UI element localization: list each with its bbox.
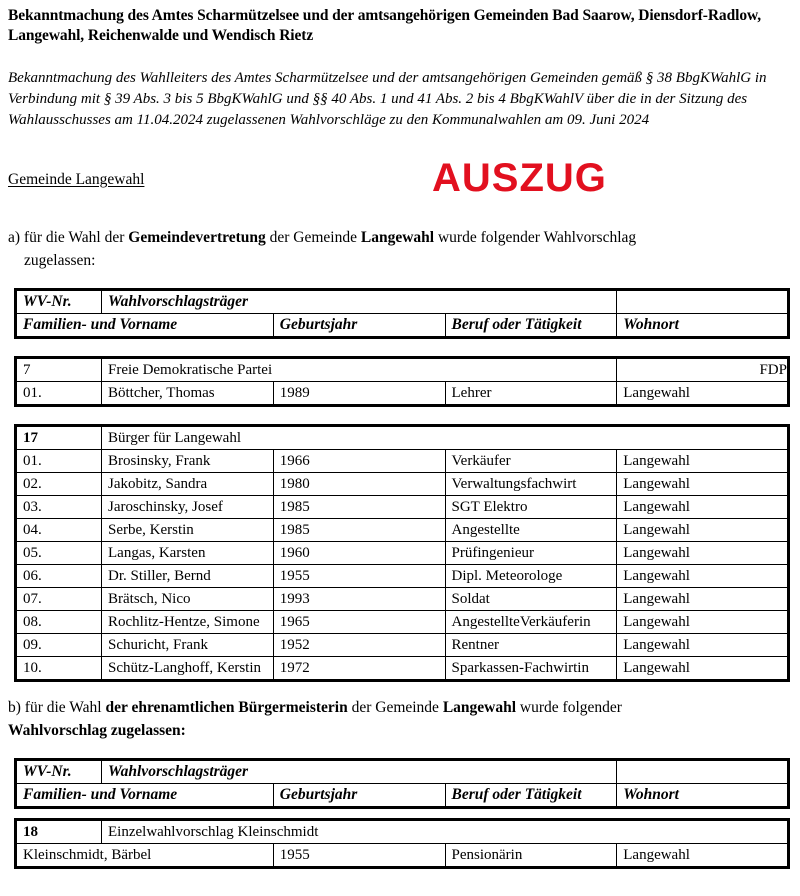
proposal-party-abbr: FDP — [617, 358, 789, 382]
proposal-table-einzel — [14, 818, 790, 869]
candidate-place: Langewahl — [617, 611, 789, 634]
candidate-year: 1966 — [273, 450, 445, 473]
legend-traeger: Wahlvorschlagsträger — [102, 290, 617, 314]
candidate-job: Soldat — [445, 588, 617, 611]
section-b-marker: b) — [8, 699, 21, 716]
section-b-paragraph — [8, 696, 768, 742]
candidate-year: 1955 — [273, 565, 445, 588]
intro-paragraph: Bekanntmachung des Wahlleiters des Amtes Scharmützelsee und der amtsangehörigen Gemeinden gemäß § 38 BbgKWahlG in Verbindung mit § 39 Abs. 3 bis 5 BbgKWahlG und §§ 40 Abs. 1 und 41 Abs. 2 bis 4 BbgKWahlV über die in der Sitzung des Wahlausschusses am 11.04.2024 zugelassenen Wahlvorschläge zu den Kommunalwahlen am 09. Juni 2024 — [8, 70, 767, 128]
candidate-job: Rentner — [445, 634, 617, 657]
legend-wv-nr: WV-Nr. — [16, 760, 102, 784]
candidate-name: Brätsch, Nico — [102, 588, 274, 611]
proposal-wv-nr: 17 — [16, 426, 102, 450]
candidate-nr: 02. — [16, 473, 102, 496]
section-b-bold-2: Langewahl — [442, 699, 517, 716]
candidate-year: 1989 — [273, 382, 445, 406]
gemeinde-heading: Gemeinde Langewahl — [8, 171, 145, 188]
table-row — [16, 314, 789, 338]
table-row — [16, 657, 789, 681]
candidate-year: 1985 — [273, 496, 445, 519]
candidate-name: Langas, Karsten — [102, 542, 274, 565]
section-a-paragraph — [8, 226, 768, 272]
candidate-job: Prüfingenieur — [445, 542, 617, 565]
candidate-year: 1972 — [273, 657, 445, 681]
candidate-year: 1985 — [273, 519, 445, 542]
candidate-place: Langewahl — [617, 382, 789, 406]
candidate-nr: 01. — [16, 450, 102, 473]
candidate-job: SGT Elektro — [445, 496, 617, 519]
candidate-nr: 04. — [16, 519, 102, 542]
proposal-table-bfl — [14, 424, 790, 682]
table-row — [16, 358, 789, 382]
candidate-place: Langewahl — [617, 844, 789, 868]
candidate-place: Langewahl — [617, 542, 789, 565]
candidate-year: 1952 — [273, 634, 445, 657]
candidate-year: 1955 — [273, 844, 445, 868]
table-row — [16, 542, 789, 565]
candidate-place: Langewahl — [617, 519, 789, 542]
section-a-text-2: der Gemeinde — [265, 229, 361, 246]
legend-wohnort: Wohnort — [617, 784, 789, 808]
legend-name: Familien- und Vorname — [16, 314, 274, 338]
legend-table-a — [14, 288, 790, 339]
table-row — [16, 588, 789, 611]
candidate-nr: 06. — [16, 565, 102, 588]
table-row — [16, 760, 789, 784]
candidate-nr: 07. — [16, 588, 102, 611]
table-row — [16, 784, 789, 808]
candidate-nr: 05. — [16, 542, 102, 565]
table-row — [16, 473, 789, 496]
section-b-bold-1: der ehrenamtlichen Bürgermeisterin — [105, 699, 348, 716]
candidate-place: Langewahl — [617, 473, 789, 496]
candidate-nr: 03. — [16, 496, 102, 519]
table-row — [16, 496, 789, 519]
candidate-year: 1980 — [273, 473, 445, 496]
section-b-line-2: Wahlvorschlag zugelassen: — [8, 722, 186, 739]
candidate-nr: 09. — [16, 634, 102, 657]
legend-geburtsjahr: Geburtsjahr — [273, 314, 445, 338]
section-a-text-3: wurde folgender Wahlvorschlag — [434, 229, 637, 246]
candidate-place: Langewahl — [617, 588, 789, 611]
table-row — [16, 634, 789, 657]
candidate-place: Langewahl — [617, 634, 789, 657]
candidate-job: AngestellteVerkäuferin — [445, 611, 617, 634]
table-row — [16, 565, 789, 588]
candidate-place: Langewahl — [617, 496, 789, 519]
legend-table-b — [14, 758, 790, 809]
section-b-text-2: der Gemeinde — [347, 699, 443, 716]
section-a-line-2: zugelassen: — [24, 252, 96, 269]
candidate-name: Brosinsky, Frank — [102, 450, 274, 473]
candidate-job: Verwaltungsfachwirt — [445, 473, 617, 496]
proposal-party-name: Bürger für Langewahl — [102, 426, 789, 450]
table-row — [16, 382, 789, 406]
section-a-bold-1: Gemeindevertretung — [128, 229, 266, 246]
candidate-nr: 08. — [16, 611, 102, 634]
candidate-job: Sparkassen-Fachwirtin — [445, 657, 617, 681]
proposal-wv-nr: 18 — [16, 820, 102, 844]
proposal-party-name: Einzelwahlvorschlag Kleinschmidt — [102, 820, 789, 844]
proposal-wv-nr: 7 — [16, 358, 102, 382]
candidate-nr: 10. — [16, 657, 102, 681]
candidate-place: Langewahl — [617, 450, 789, 473]
table-row — [16, 426, 789, 450]
legend-beruf: Beruf oder Tätigkeit — [445, 784, 617, 808]
candidate-nr: 01. — [16, 382, 102, 406]
candidate-name: Schütz-Langhoff, Kerstin — [102, 657, 274, 681]
candidate-job: Lehrer — [445, 382, 617, 406]
candidate-name: Jakobitz, Sandra — [102, 473, 274, 496]
candidate-year: 1960 — [273, 542, 445, 565]
table-row — [16, 519, 789, 542]
candidate-name: Kleinschmidt, Bärbel — [16, 844, 274, 868]
candidate-name: Böttcher, Thomas — [102, 382, 274, 406]
candidate-name: Dr. Stiller, Bernd — [102, 565, 274, 588]
legend-beruf: Beruf oder Tätigkeit — [445, 314, 617, 338]
proposal-party-name: Freie Demokratische Partei — [102, 358, 617, 382]
candidate-year: 1993 — [273, 588, 445, 611]
auszug-stamp: AUSZUG — [432, 156, 607, 200]
table-row — [16, 450, 789, 473]
table-row — [16, 611, 789, 634]
legend-wv-nr: WV-Nr. — [16, 290, 102, 314]
candidate-job: Verkäufer — [445, 450, 617, 473]
candidate-job: Pensionärin — [445, 844, 617, 868]
candidate-place: Langewahl — [617, 657, 789, 681]
table-row — [16, 820, 789, 844]
page-title: Bekanntmachung des Amtes Scharmützelsee und der amtsangehörigen Gemeinden Bad Saarow, Diensdorf-Radlow, Langewahl, Reichenwalde und Wendisch Rietz — [8, 7, 761, 44]
candidate-name: Rochlitz-Hentze, Simone — [102, 611, 274, 634]
proposal-table-fdp — [14, 356, 790, 407]
table-row — [16, 844, 789, 868]
section-a-bold-2: Langewahl — [360, 229, 435, 246]
candidate-job: Angestellte — [445, 519, 617, 542]
legend-traeger: Wahlvorschlagsträger — [102, 760, 617, 784]
candidate-job: Dipl. Meteorologe — [445, 565, 617, 588]
legend-name: Familien- und Vorname — [16, 784, 274, 808]
candidate-name: Serbe, Kerstin — [102, 519, 274, 542]
candidate-place: Langewahl — [617, 565, 789, 588]
legend-geburtsjahr: Geburtsjahr — [273, 784, 445, 808]
section-a-marker: a) — [8, 229, 21, 246]
candidate-name: Jaroschinsky, Josef — [102, 496, 274, 519]
section-b-text-1: für die Wahl — [24, 699, 106, 716]
section-a-text-1: für die Wahl der — [23, 229, 129, 246]
candidate-year: 1965 — [273, 611, 445, 634]
section-b-text-3: wurde folgender — [516, 699, 622, 716]
legend-wohnort: Wohnort — [617, 314, 789, 338]
table-row — [16, 290, 789, 314]
candidate-name: Schuricht, Frank — [102, 634, 274, 657]
